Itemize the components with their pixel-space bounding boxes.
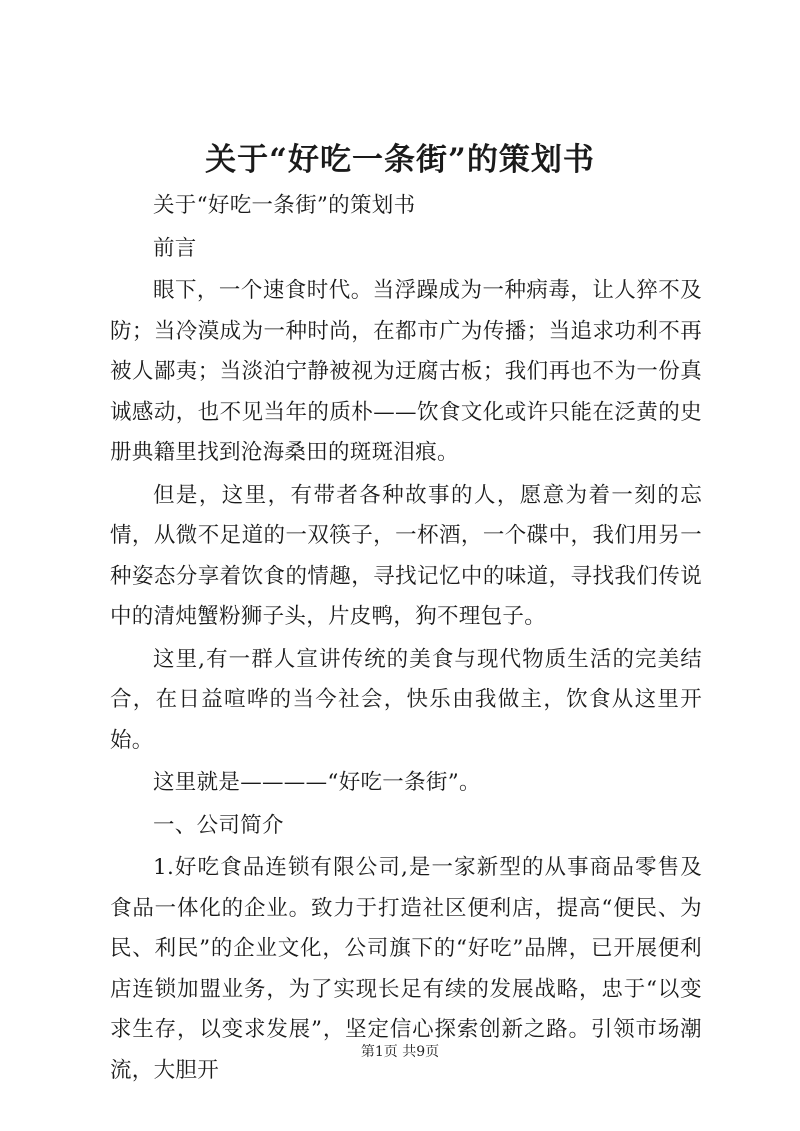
paragraph-subtitle: 关于“好吃一条街”的策划书: [153, 193, 416, 218]
paragraph-preface-1: 眼下，一个速食时代。当浮躁成为一种病毒，让人猝不及防；当冷漠成为一种时尚，在都市广为传播；当追求功利不再被人鄙夷；当淡泊宁静被视为迂腐古板；我们再也不为一份真诚感动，也不见当年的质朴——饮食文化或许只能在泛黄的史册典籍里找到沧海桑田的斑斑泪痕。: [110, 278, 702, 465]
section-heading-company-intro: 一、公司简介: [153, 812, 284, 838]
document-body: [110, 186, 702, 1091]
document-title: 关于“好吃一条街”的策划书: [205, 142, 595, 178]
paragraph-preface-heading: 前言: [153, 235, 197, 261]
paragraph-preface-2: 但是，这里，有带者各种故事的人，愿意为着一刻的忘情，从微不足道的一双筷子，一杯酒，一个碟中，我们用另一种姿态分享着饮食的情趣，寻找记忆中的味道，寻找我们传说中的清炖蟹粉狮子头，片皮鸭，狗不理包子。: [110, 482, 702, 629]
page-footer: 第1页 共9页: [360, 1044, 440, 1060]
paragraph-preface-4: 这里就是————“好吃一条街”。: [153, 770, 481, 795]
paragraph-company-intro-1: 1.好吃食品连锁有限公司,是一家新型的从事商品零售及食品一体化的企业。致力于打造社区便利店，提高“便民、为民、利民”的企业文化，公司旗下的“好吃”品牌，已开展便利店连锁加盟业务，为了实现长足有续的发展战略，忠于“以变求生存，以变求发展”，坚定信心探索创新之路。引领市场潮流，大胆开: [110, 855, 702, 1083]
paragraph-preface-3: 这里,有一群人宣讲传统的美食与现代物质生活的完美结合，在日益喧哗的当今社会，快乐由我做主，饮食从这里开始。: [110, 646, 702, 753]
